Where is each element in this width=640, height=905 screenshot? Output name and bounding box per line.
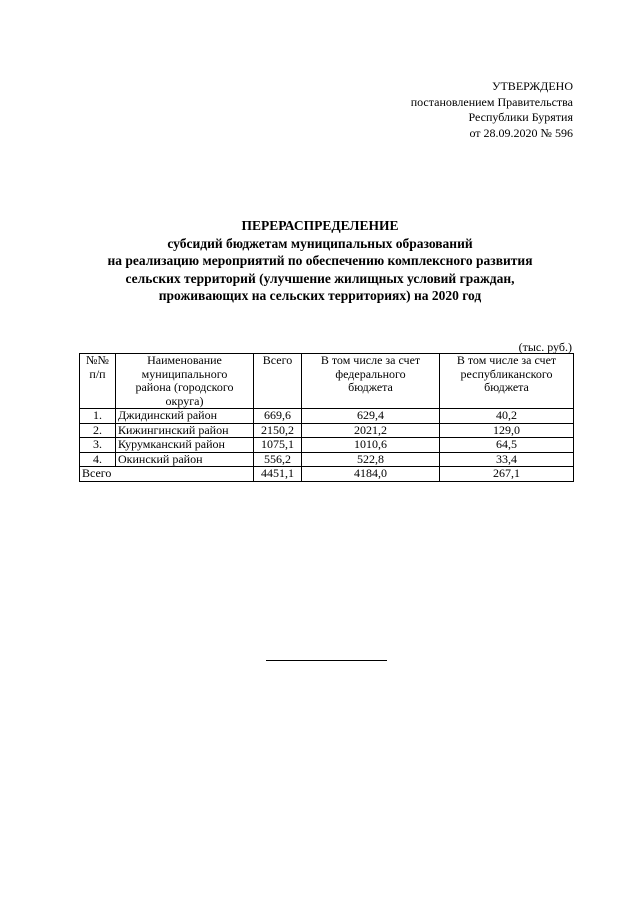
row-num: 4. [80, 452, 116, 467]
title-line-4: сельских территорий (улучшение жилищных условий граждан, [125, 270, 515, 286]
approval-date-number: от 28.09.2020 № 596 [469, 125, 573, 140]
table-row [80, 438, 574, 453]
total-label: Всего [80, 467, 254, 482]
row-total: 2150,2 [254, 423, 302, 438]
header-federal: В том числе за счет федерального бюджета [302, 354, 440, 409]
row-total: 669,6 [254, 409, 302, 424]
row-district: Курумканский район [116, 438, 254, 453]
row-federal: 1010,6 [302, 438, 440, 453]
total-federal: 4184,0 [302, 467, 440, 482]
row-district: Кижингинский район [116, 423, 254, 438]
table-header-row [80, 354, 574, 409]
row-district: Окинский район [116, 452, 254, 467]
table-total-row [80, 467, 574, 482]
table-row [80, 409, 574, 424]
approval-region: Республики Бурятия [468, 110, 573, 124]
row-num: 2. [80, 423, 116, 438]
total-sum: 4451,1 [254, 467, 302, 482]
approval-heading: УТВЕРЖДЕНО [491, 79, 573, 93]
table-row [80, 423, 574, 438]
header-name: Наименование муниципального района (городского округа) [116, 354, 254, 409]
subsidy-table [79, 353, 574, 482]
total-republic: 267,1 [440, 467, 574, 482]
document-title [0, 217, 640, 305]
header-num: №№ п/п [80, 354, 116, 409]
row-republic: 129,0 [440, 423, 574, 438]
row-num: 3. [80, 438, 116, 453]
row-district: Джидинский район [116, 409, 254, 424]
row-federal: 629,4 [302, 409, 440, 424]
title-line-5: проживающих на сельских территориях) на 2020 год [158, 288, 482, 303]
approval-stamp [411, 79, 573, 141]
header-republic: В том числе за счет республиканского бюджета [440, 354, 574, 409]
row-total: 556,2 [254, 452, 302, 467]
units-label: (тыс. руб.) [518, 340, 572, 354]
title-line-2: субсидий бюджетам муниципальных образований [167, 235, 473, 251]
row-republic: 33,4 [440, 452, 574, 467]
row-federal: 522,8 [302, 452, 440, 467]
closing-divider [266, 660, 387, 661]
row-republic: 64,5 [440, 438, 574, 453]
row-federal: 2021,2 [302, 423, 440, 438]
row-total: 1075,1 [254, 438, 302, 453]
header-total: Всего [254, 354, 302, 409]
row-num: 1. [80, 409, 116, 424]
title-line-1: ПЕРЕРАСПРЕДЕЛЕНИЕ [241, 218, 399, 233]
approval-issuer: постановлением Правительства [410, 94, 573, 109]
title-line-3: на реализацию мероприятий по обеспечению комплексного развития [107, 253, 533, 268]
row-republic: 40,2 [440, 409, 574, 424]
table-row [80, 452, 574, 467]
